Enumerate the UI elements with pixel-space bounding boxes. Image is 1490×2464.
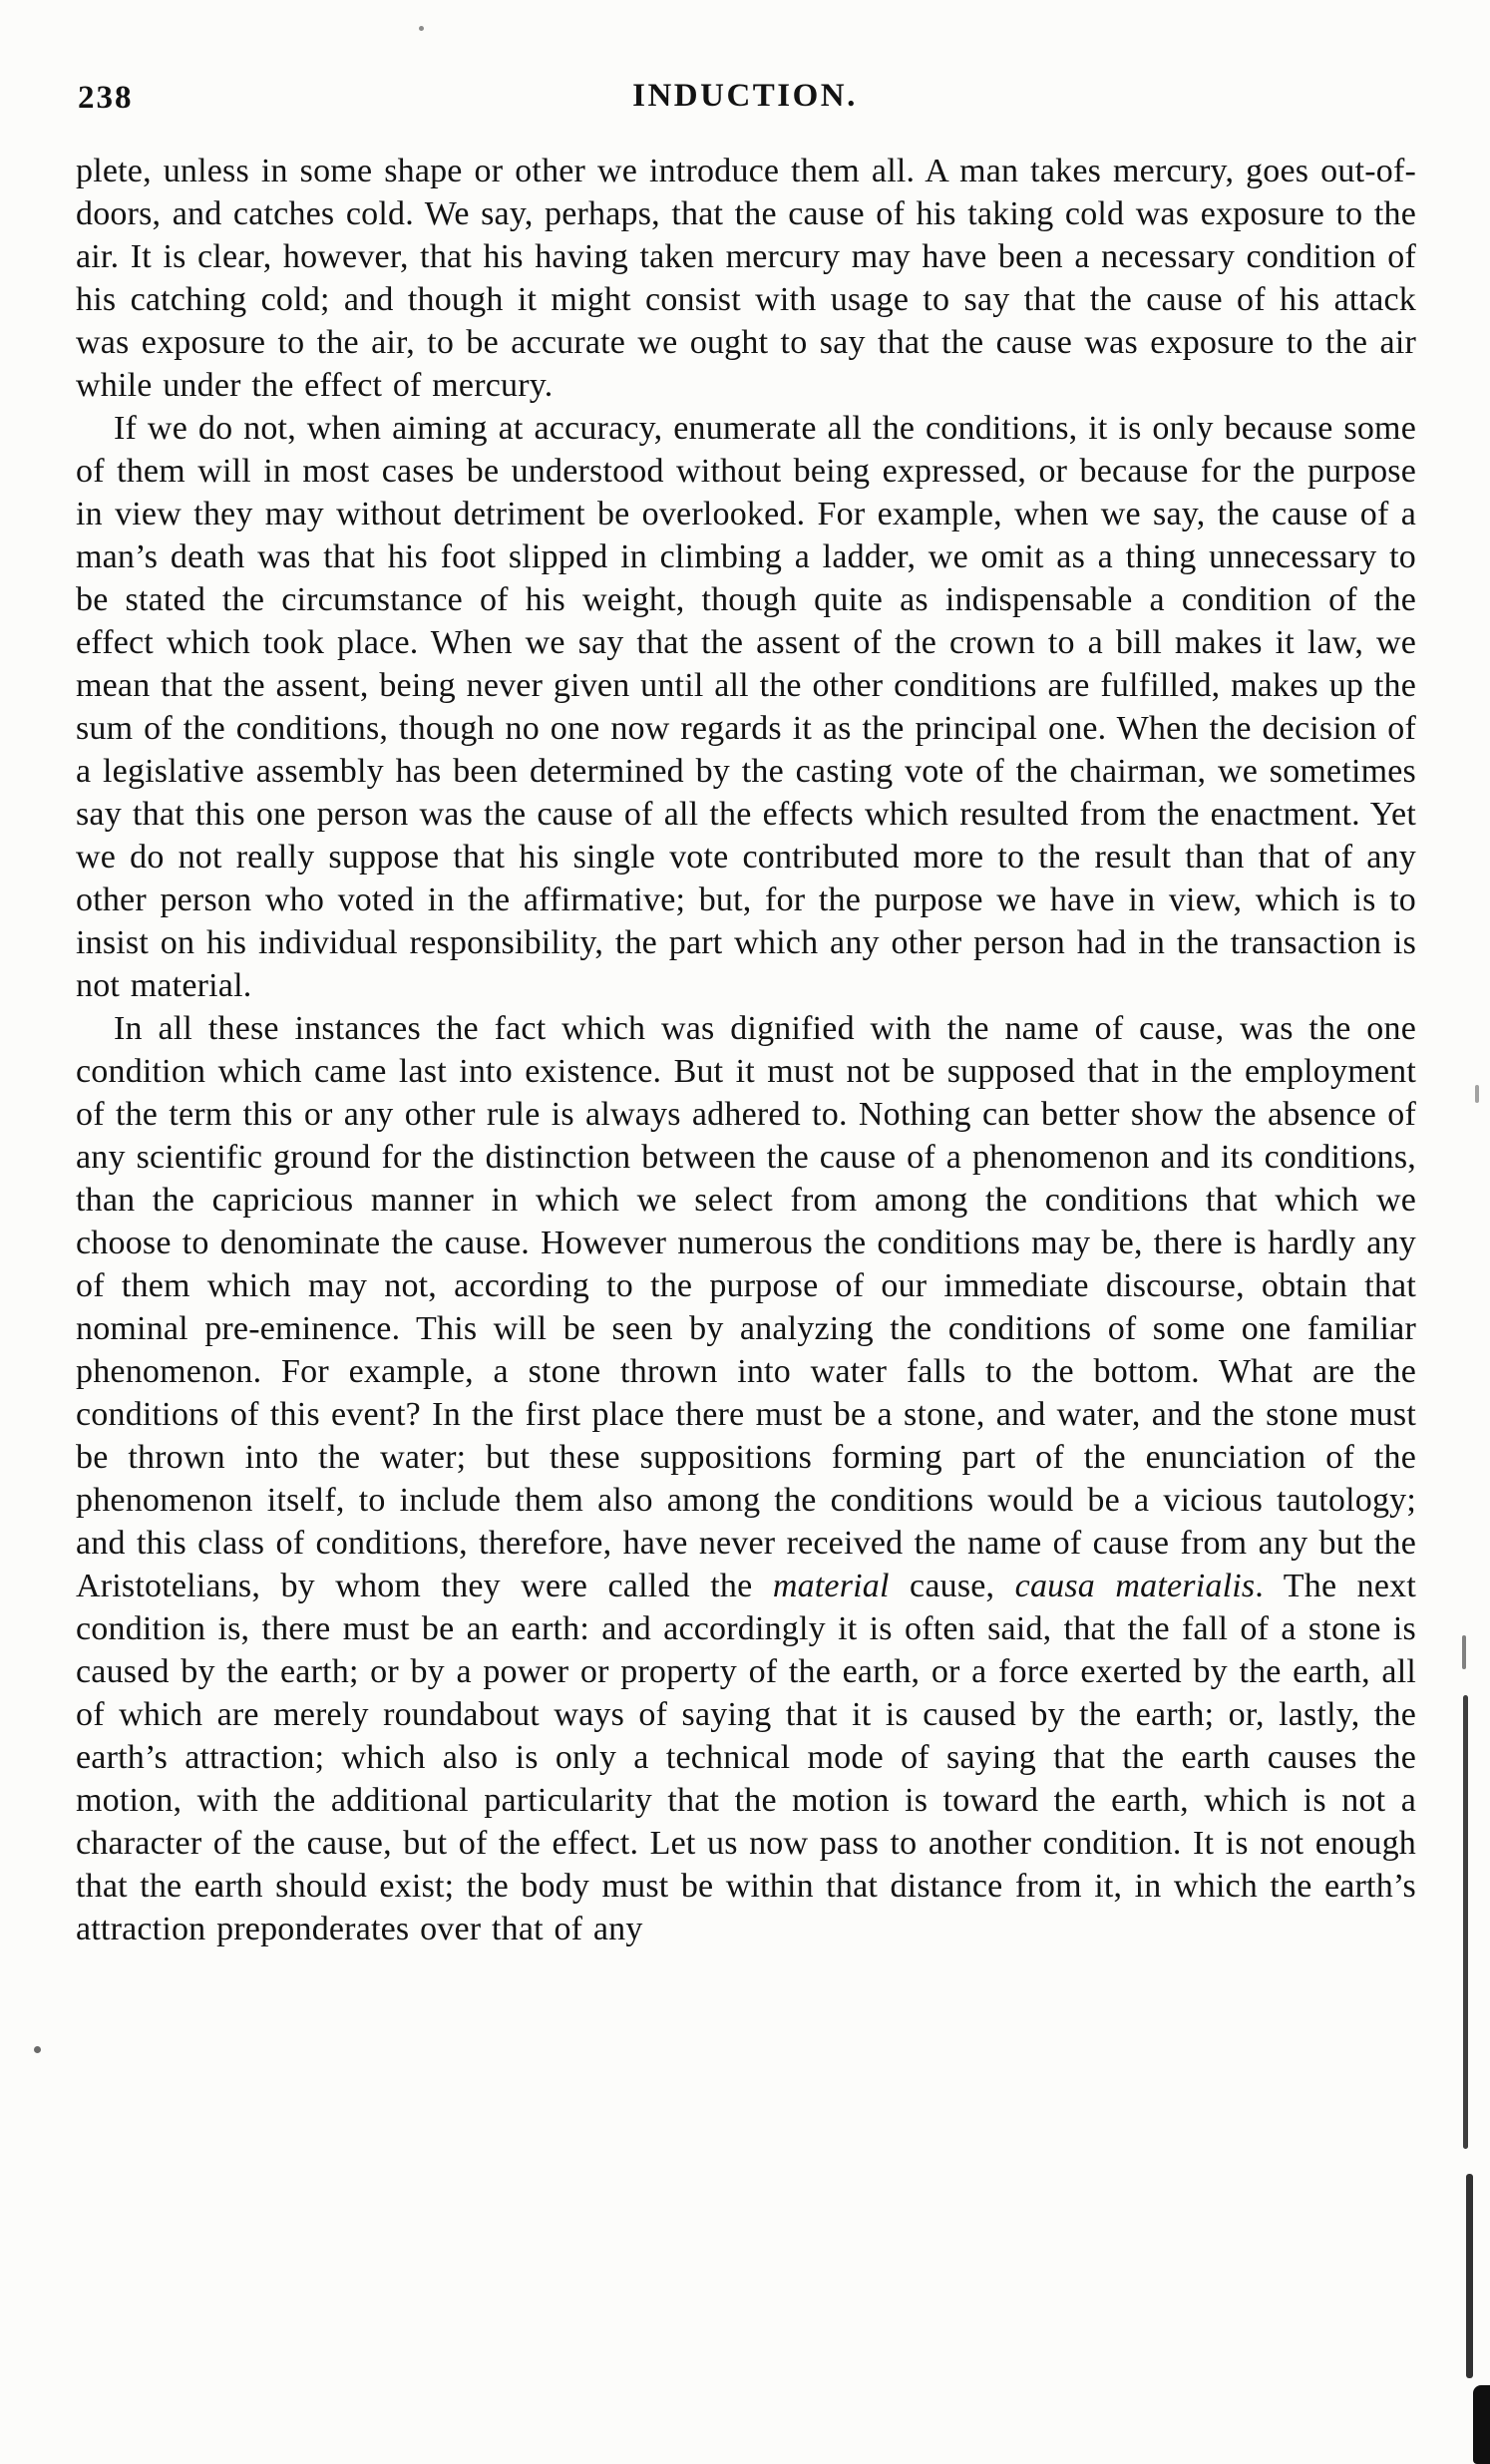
page-number: 238 [78, 80, 134, 116]
scan-artifact [34, 2046, 41, 2053]
text-run: . The next condition is, there must be an earth: and accordingly it is often said, that the fall of a stone is caused by the earth; or by a power or property of the earth, or a force exerted by the earth, all of which are merely roundabout ways of saying that it is caused by the earth; or, lastly, the earth’s attraction; which also is only a technical mode of saying that the earth causes the motion, with the additional particularity that the motion is toward the earth, which is not a character of the cause, but of the effect. Let us now pass to another condition. It is not enough that the earth should exist; the body must be within that distance from it, in which the earth’s attraction preponderates over that of any [76, 1568, 1416, 1947]
scan-artifact [1473, 2385, 1490, 2464]
scan-artifact [419, 26, 424, 31]
paragraph [76, 150, 1416, 407]
page-header [78, 78, 1412, 122]
text-block [76, 150, 1416, 1950]
paragraph [76, 407, 1416, 1007]
text-run: plete, unless in some shape or other we introduce them all. A man takes mercury, goes out-of-doors, and catches cold. We say, perhaps, that the cause of his taking cold was exposure to the air. It is clear, however, that his having taken mercury may have been a necessary condition of his catching cold; and though it might consist with usage to say that the cause of his attack was exposure to the air, to be accurate we ought to say that the cause was exposure to the air while under the effect of mercury. [76, 153, 1416, 404]
scan-artifact [1466, 2174, 1473, 2378]
paragraph [76, 1007, 1416, 1950]
text-run: If we do not, when aiming at accuracy, enumerate all the conditions, it is only because some of them will in most cases be understood without being expressed, or because for the purpose in view they may without detriment be overlooked. For example, when we say, the cause of a man’s death was that his foot slipped in climbing a ladder, we omit as a thing unnecessary to be stated the circumstance of his weight, though quite as indispensable a condition of the effect which took place. When we say that the assent of the crown to a bill makes it law, we mean that the assent, being never given until all the other conditions are fulfilled, makes up the sum of the conditions, though no one now regards it as the principal one. When the decision of a legislative assembly has been determined by the casting vote of the chairman, we sometimes say that this one person was the cause of all the effects which resulted from the enactment. Yet we do not really suppose that his single vote contributed more to the result than that of any other person who voted in the affirmative; but, for the purpose we have in view, which is to insist on his individual responsibility, the part which any other person had in the transaction is not material. [76, 410, 1416, 1004]
text-run: In all these instances the fact which was dignified with the name of cause, was the one condition which came last into existence. But it must not be supposed that in the employment of the term this or any other rule is always adhered to. Nothing can better show the absence of any scientific ground for the distinction between the cause of a phenomenon and its conditions, than the capricious manner in which we select from among the conditions that which we choose to denominate the cause. However numerous the conditions may be, there is hardly any of them which may not, according to the purpose of our immediate discourse, obtain that nominal pre-eminence. This will be seen by analyzing the conditions of some one familiar phenomenon. For example, a stone thrown into water falls to the bottom. What are the conditions of this event? In the first place there must be a stone, and water, and the stone must be thrown into the water; but these suppositions forming part of the enunciation of the phenomenon itself, to include them also among the conditions would be a vicious tautology; and this class of conditions, therefore, have never received the name of cause from any but the Aristotelians, by whom they were called the [76, 1010, 1416, 1604]
running-title: INDUCTION. [632, 78, 858, 114]
italic-text-run: causa materialis [1014, 1568, 1256, 1604]
scan-artifact [1475, 1085, 1479, 1103]
italic-text-run: material [772, 1568, 890, 1604]
text-run: cause, [889, 1568, 1015, 1604]
scan-artifact [1462, 1635, 1466, 1669]
scan-artifact [1463, 1695, 1468, 2149]
